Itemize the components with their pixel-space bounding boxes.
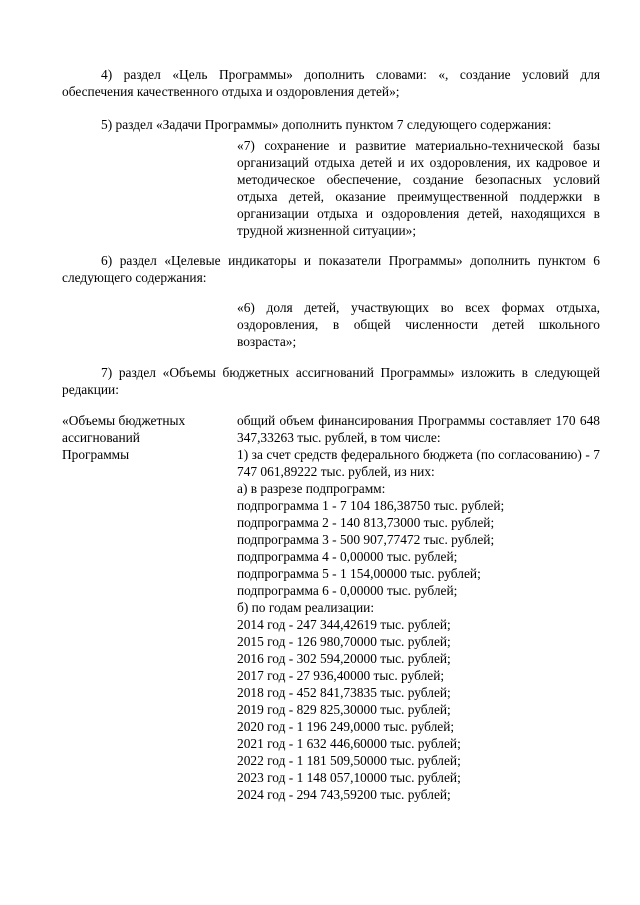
budget-table-content: [237, 412, 600, 803]
budget-label-line: ассигнований: [62, 430, 140, 445]
budget-table: [62, 412, 600, 803]
budget-line: 2016 год - 302 594,20000 тыс. рублей;: [237, 651, 451, 666]
budget-line: подпрограмма 5 - 1 154,00000 тыс. рублей;: [237, 566, 481, 581]
budget-label-line: «Объемы бюджетных: [62, 413, 186, 428]
budget-line: 2021 год - 1 632 446,60000 тыс. рублей;: [237, 736, 461, 751]
budget-line: 2019 год - 829 825,30000 тыс. рублей;: [237, 702, 451, 717]
budget-line: а) в разрезе подпрограмм:: [237, 481, 386, 496]
budget-line: подпрограмма 4 - 0,00000 тыс. рублей;: [237, 549, 458, 564]
document-page: [62, 66, 600, 803]
budget-line: подпрограмма 3 - 500 907,77472 тыс. рублей;: [237, 532, 495, 547]
budget-line: 2024 год - 294 743,59200 тыс. рублей;: [237, 787, 451, 802]
budget-line: 2023 год - 1 148 057,10000 тыс. рублей;: [237, 770, 461, 785]
budget-line: 2015 год - 126 980,70000 тыс. рублей;: [237, 634, 451, 649]
paragraph-5-quote: «7) сохранение и развитие материально-технической базы организаций отдыха детей и их оздоровления, их кадровое и методическое обеспечение, создание безопасных условий отдыха детей, оказание преимущественной поддержки в организации отдыха и оздоровления детей, находящихся в трудной жизненной ситуации»;: [237, 138, 600, 238]
budget-table-label: [62, 412, 227, 803]
budget-line: 2020 год - 1 196 249,0000 тыс. рублей;: [237, 719, 455, 734]
paragraph-4: 4) раздел «Цель Программы» дополнить словами: «, создание условий для обеспечения качественного отдыха и оздоровления детей»;: [62, 67, 600, 99]
paragraph-6-quote: «6) доля детей, участвующих во всех формах отдыха, оздоровления, в общей численности детей школьного возраста»;: [237, 300, 600, 349]
budget-line: подпрограмма 6 - 0,00000 тыс. рублей;: [237, 583, 458, 598]
paragraph-6: 6) раздел «Целевые индикаторы и показатели Программы» дополнить пунктом 6 следующего содержания:: [62, 253, 600, 285]
budget-intro: общий объем финансирования Программы составляет 170 648 347,33263 тыс. рублей, в том числе:: [237, 413, 600, 445]
paragraph-5: 5) раздел «Задачи Программы» дополнить пунктом 7 следующего содержания:: [101, 117, 552, 132]
budget-line: 2022 год - 1 181 509,50000 тыс. рублей;: [237, 753, 461, 768]
budget-line: 2014 год - 247 344,42619 тыс. рублей;: [237, 617, 451, 632]
budget-line: 2018 год - 452 841,73835 тыс. рублей;: [237, 685, 451, 700]
budget-line: 2017 год - 27 936,40000 тыс. рублей;: [237, 668, 445, 683]
budget-federal: 1) за счет средств федерального бюджета (по согласованию) - 7 747 061,89222 тыс. рублей, из них:: [237, 447, 600, 479]
budget-line: подпрограмма 2 - 140 813,73000 тыс. рублей;: [237, 515, 495, 530]
paragraph-7: 7) раздел «Объемы бюджетных ассигнований Программы» изложить в следующей редакции:: [62, 365, 600, 397]
budget-line: подпрограмма 1 - 7 104 186,38750 тыс. рублей;: [237, 498, 505, 513]
budget-line: б) по годам реализации:: [237, 600, 375, 615]
budget-label-line: Программы: [62, 447, 130, 462]
